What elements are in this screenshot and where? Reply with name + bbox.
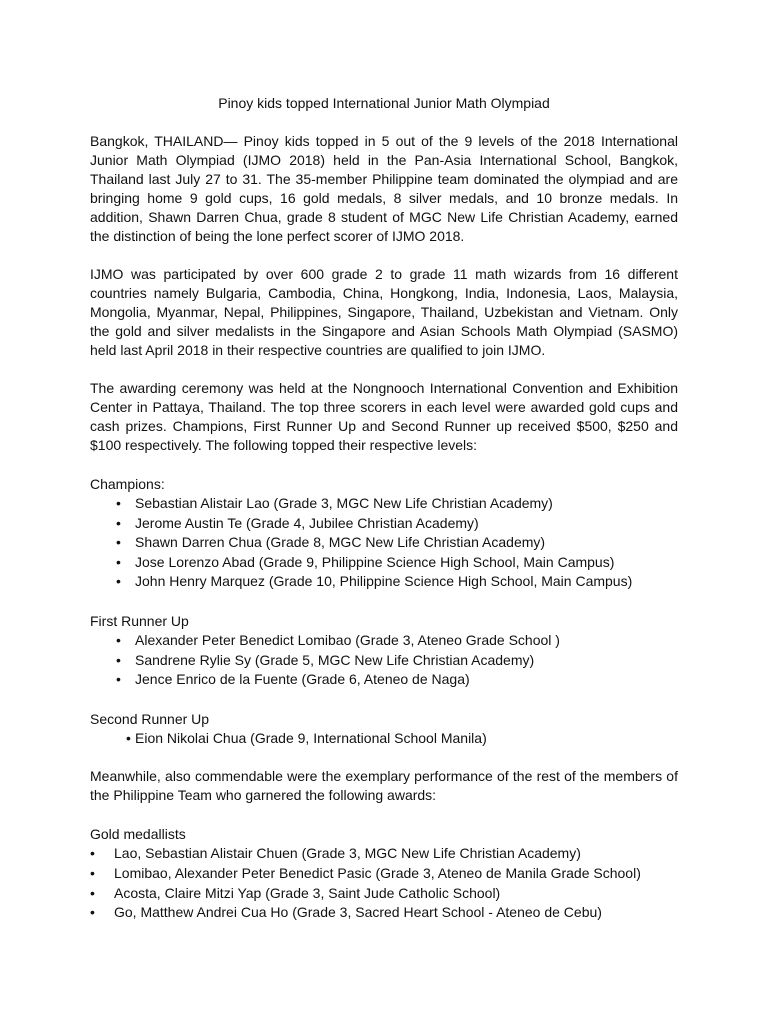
- list-item: [90, 572, 678, 592]
- list-item: [90, 844, 678, 864]
- bullet-icon: •: [90, 864, 95, 881]
- list-item: [90, 903, 678, 923]
- list-item-text: Jose Lorenzo Abad (Grade 9, Philippine Science High School, Main Campus): [135, 553, 615, 570]
- list-item-text: Lao, Sebastian Alistair Chuen (Grade 3, MGC New Life Christian Academy): [114, 845, 581, 862]
- list-item-text: Alexander Peter Benedict Lomibao (Grade 3, Ateneo Grade School ): [135, 631, 560, 648]
- paragraph-awarding: The awarding ceremony was held at the Nongnooch International Convention and Exhibition Center in Pattaya, Thailand. The top three scorers in each level were awarded gold cups and cash prizes. Champions, First Runner Up and Second Runner up received $500, $250 and $100 respectively. The following topped their respective levels:: [90, 380, 678, 453]
- list-item: [90, 631, 678, 651]
- list-item: [90, 553, 678, 573]
- list-item: [90, 884, 678, 904]
- list-item-text: Go, Matthew Andrei Cua Ho (Grade 3, Sacred Heart School - Ateneo de Cebu): [114, 904, 602, 921]
- list-item: [90, 864, 678, 884]
- list-item-text: Acosta, Claire Mitzi Yap (Grade 3, Saint Jude Catholic School): [114, 884, 501, 901]
- gold-medallists-list: [90, 844, 678, 922]
- bullet-icon: •: [116, 495, 121, 511]
- list-item: [90, 729, 678, 749]
- list-item: [90, 494, 678, 514]
- bullet-icon: •: [116, 631, 121, 648]
- champions-label: Champions:: [90, 476, 165, 492]
- paragraph-intro: Bangkok, THAILAND— Pinoy kids topped in 5 out of the 9 levels of the 2018 International Junior Math Olympiad (IJMO 2018) held in the Pan-Asia International School, Bangkok, Thailand last July 27 to 31. The 35-member Philippine team dominated the olympiad and are bringing home 9 gold cups, 16 gold medals, 8 silver medals, and 10 bronze medals. In addition, Shawn Darren Chua, grade 8 student of MGC New Life Christian Academy, earned the distinction of being the lone perfect scorer of IJMO 2018.: [90, 133, 678, 244]
- list-item-text: Eion Nikolai Chua (Grade 9, International School Manila): [135, 729, 487, 746]
- list-item: [90, 514, 678, 534]
- bullet-icon: •: [90, 904, 95, 921]
- bullet-icon: •: [126, 729, 131, 746]
- list-item-text: Jence Enrico de la Fuente (Grade 6, Ateneo de Naga): [135, 671, 470, 688]
- bullet-icon: •: [116, 534, 121, 551]
- list-item: [90, 651, 678, 671]
- list-item-text: Shawn Darren Chua (Grade 8, MGC New Life Christian Academy): [135, 534, 546, 551]
- bullet-icon: •: [90, 884, 95, 901]
- bullet-icon: •: [116, 573, 121, 590]
- second-runner-up-label: Second Runner Up: [90, 710, 210, 727]
- bullet-icon: •: [116, 651, 121, 668]
- list-item-text: Jerome Austin Te (Grade 4, Jubilee Christian Academy): [135, 514, 479, 531]
- list-item-text: Sebastian Alistair Lao (Grade 3, MGC New Life Christian Academy): [135, 495, 553, 511]
- second-runner-up-list: [90, 729, 678, 749]
- document-body: [90, 93, 678, 923]
- bullet-icon: •: [90, 845, 95, 862]
- first-runner-up-label: First Runner Up: [90, 612, 189, 629]
- first-runner-up-list: [90, 631, 678, 690]
- bullet-icon: •: [116, 671, 121, 688]
- list-item-text: Lomibao, Alexander Peter Benedict Pasic (Grade 3, Ateneo de Manila Grade School): [114, 864, 641, 881]
- list-item-text: John Henry Marquez (Grade 10, Philippine Science High School, Main Campus): [135, 573, 633, 590]
- bullet-icon: •: [116, 514, 121, 531]
- page-title: Pinoy kids topped International Junior Math Olympiad: [218, 95, 550, 111]
- bullet-icon: •: [116, 553, 121, 570]
- list-item: [90, 670, 678, 690]
- paragraph-participants: IJMO was participated by over 600 grade 2 to grade 11 math wizards from 16 different countries namely Bulgaria, Cambodia, China, Hongkong, India, Indonesia, Laos, Malaysia, Mongolia, Myanmar, Nepal, Philippines, Singapore, Thailand, Uzbekistan and Vietnam. Only the gold and silver medalists in the Singapore and Asian Schools Math Olympiad (SASMO) held last April 2018 in their respective countries are qualified to join IJMO.: [90, 266, 678, 358]
- champions-list: [90, 494, 678, 592]
- list-item-text: Sandrene Rylie Sy (Grade 5, MGC New Life Christian Academy): [135, 651, 535, 668]
- paragraph-meanwhile: Meanwhile, also commendable were the exemplary performance of the rest of the members of the Philippine Team who garnered the following awards:: [90, 768, 678, 804]
- gold-medallists-label: Gold medallists: [90, 826, 186, 843]
- list-item: [90, 533, 678, 553]
